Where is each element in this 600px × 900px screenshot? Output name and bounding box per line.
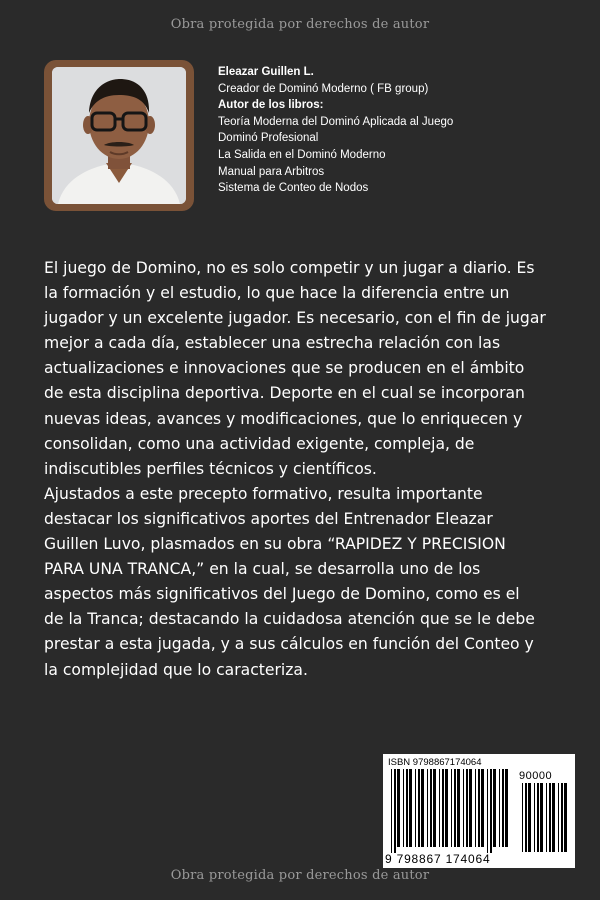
- watermark-top: Obra protegida por derechos de autor: [170, 17, 430, 32]
- description-line: nuevas ideas, avances y modificaciones, que lo enriquecen y: [44, 409, 523, 428]
- description-line: aspectos más significativos del Juego de Domino, como es el: [44, 585, 520, 604]
- barcode-bars: [389, 769, 513, 853]
- barcode-addon-bars: [520, 783, 570, 852]
- description-line: actualizaciones e innovaciones que se producen en el ámbito: [44, 359, 525, 378]
- book-title: Manual para Arbitros: [218, 165, 325, 178]
- description-line: de esta disciplina deportiva. Deporte en el cual se incorporan: [44, 384, 525, 403]
- author-name: Eleazar Guillen L.: [218, 66, 314, 78]
- isbn-barcode-box: [383, 754, 575, 868]
- author-photo: [52, 67, 186, 204]
- book-title: Dominó Profesional: [218, 132, 319, 145]
- isbn-digits: 9 798867 174064: [385, 852, 491, 866]
- book-title: La Salida en el Dominó Moderno: [218, 148, 386, 161]
- description-line: indiscutibles perfiles técnicos y científicos.: [44, 459, 377, 478]
- description-line: Ajustados a este precepto formativo, resulta importante: [44, 484, 483, 503]
- description-line: consolidan, como una actividad exigente, compleja, de: [44, 434, 475, 453]
- author-portrait-illustration: [52, 67, 186, 204]
- author-role: Creador de Dominó Moderno ( FB group): [218, 82, 429, 95]
- description-line: Guillen Luvo, plasmados en su obra “RAPIDEZ Y PRECISION: [44, 535, 506, 554]
- isbn-label: ISBN 9798867174064: [388, 757, 482, 768]
- book-title: Teoría Moderna del Dominó Aplicada al Juego: [218, 115, 454, 128]
- book-title: Sistema de Conteo de Nodos: [218, 182, 369, 195]
- author-photo-frame: [44, 60, 194, 211]
- book-description: [44, 256, 574, 683]
- price-code: 90000: [519, 770, 553, 782]
- author-bio: [218, 64, 578, 197]
- description-line: jugador y un excelente jugador. Es necesario, con el fin de jugar: [44, 309, 546, 328]
- description-line: mejor a cada día, establecer una estrecha relación con las: [44, 334, 501, 353]
- description-line: de la Tranca; destacando la cuidadosa atención que se le debe: [44, 610, 535, 629]
- description-line: El juego de Domino, no es solo competir y un jugar a diario. Es: [44, 259, 535, 277]
- description-line: prestar a esta jugada, y a sus cálculos en función del Conteo y: [44, 635, 534, 654]
- description-line: la formación y el estudio, lo que hace la diferencia entre un: [44, 284, 510, 303]
- watermark-bottom: Obra protegida por derechos de autor: [170, 868, 430, 883]
- description-line: destacar los significativos aportes del Entrenador Eleazar: [44, 509, 493, 528]
- description-line: PARA UNA TRANCA,” en la cual, se desarrolla uno de los: [44, 560, 481, 579]
- description-line: la complejidad que lo caracteriza.: [44, 660, 308, 679]
- books-heading: Autor de los libros:: [218, 99, 324, 112]
